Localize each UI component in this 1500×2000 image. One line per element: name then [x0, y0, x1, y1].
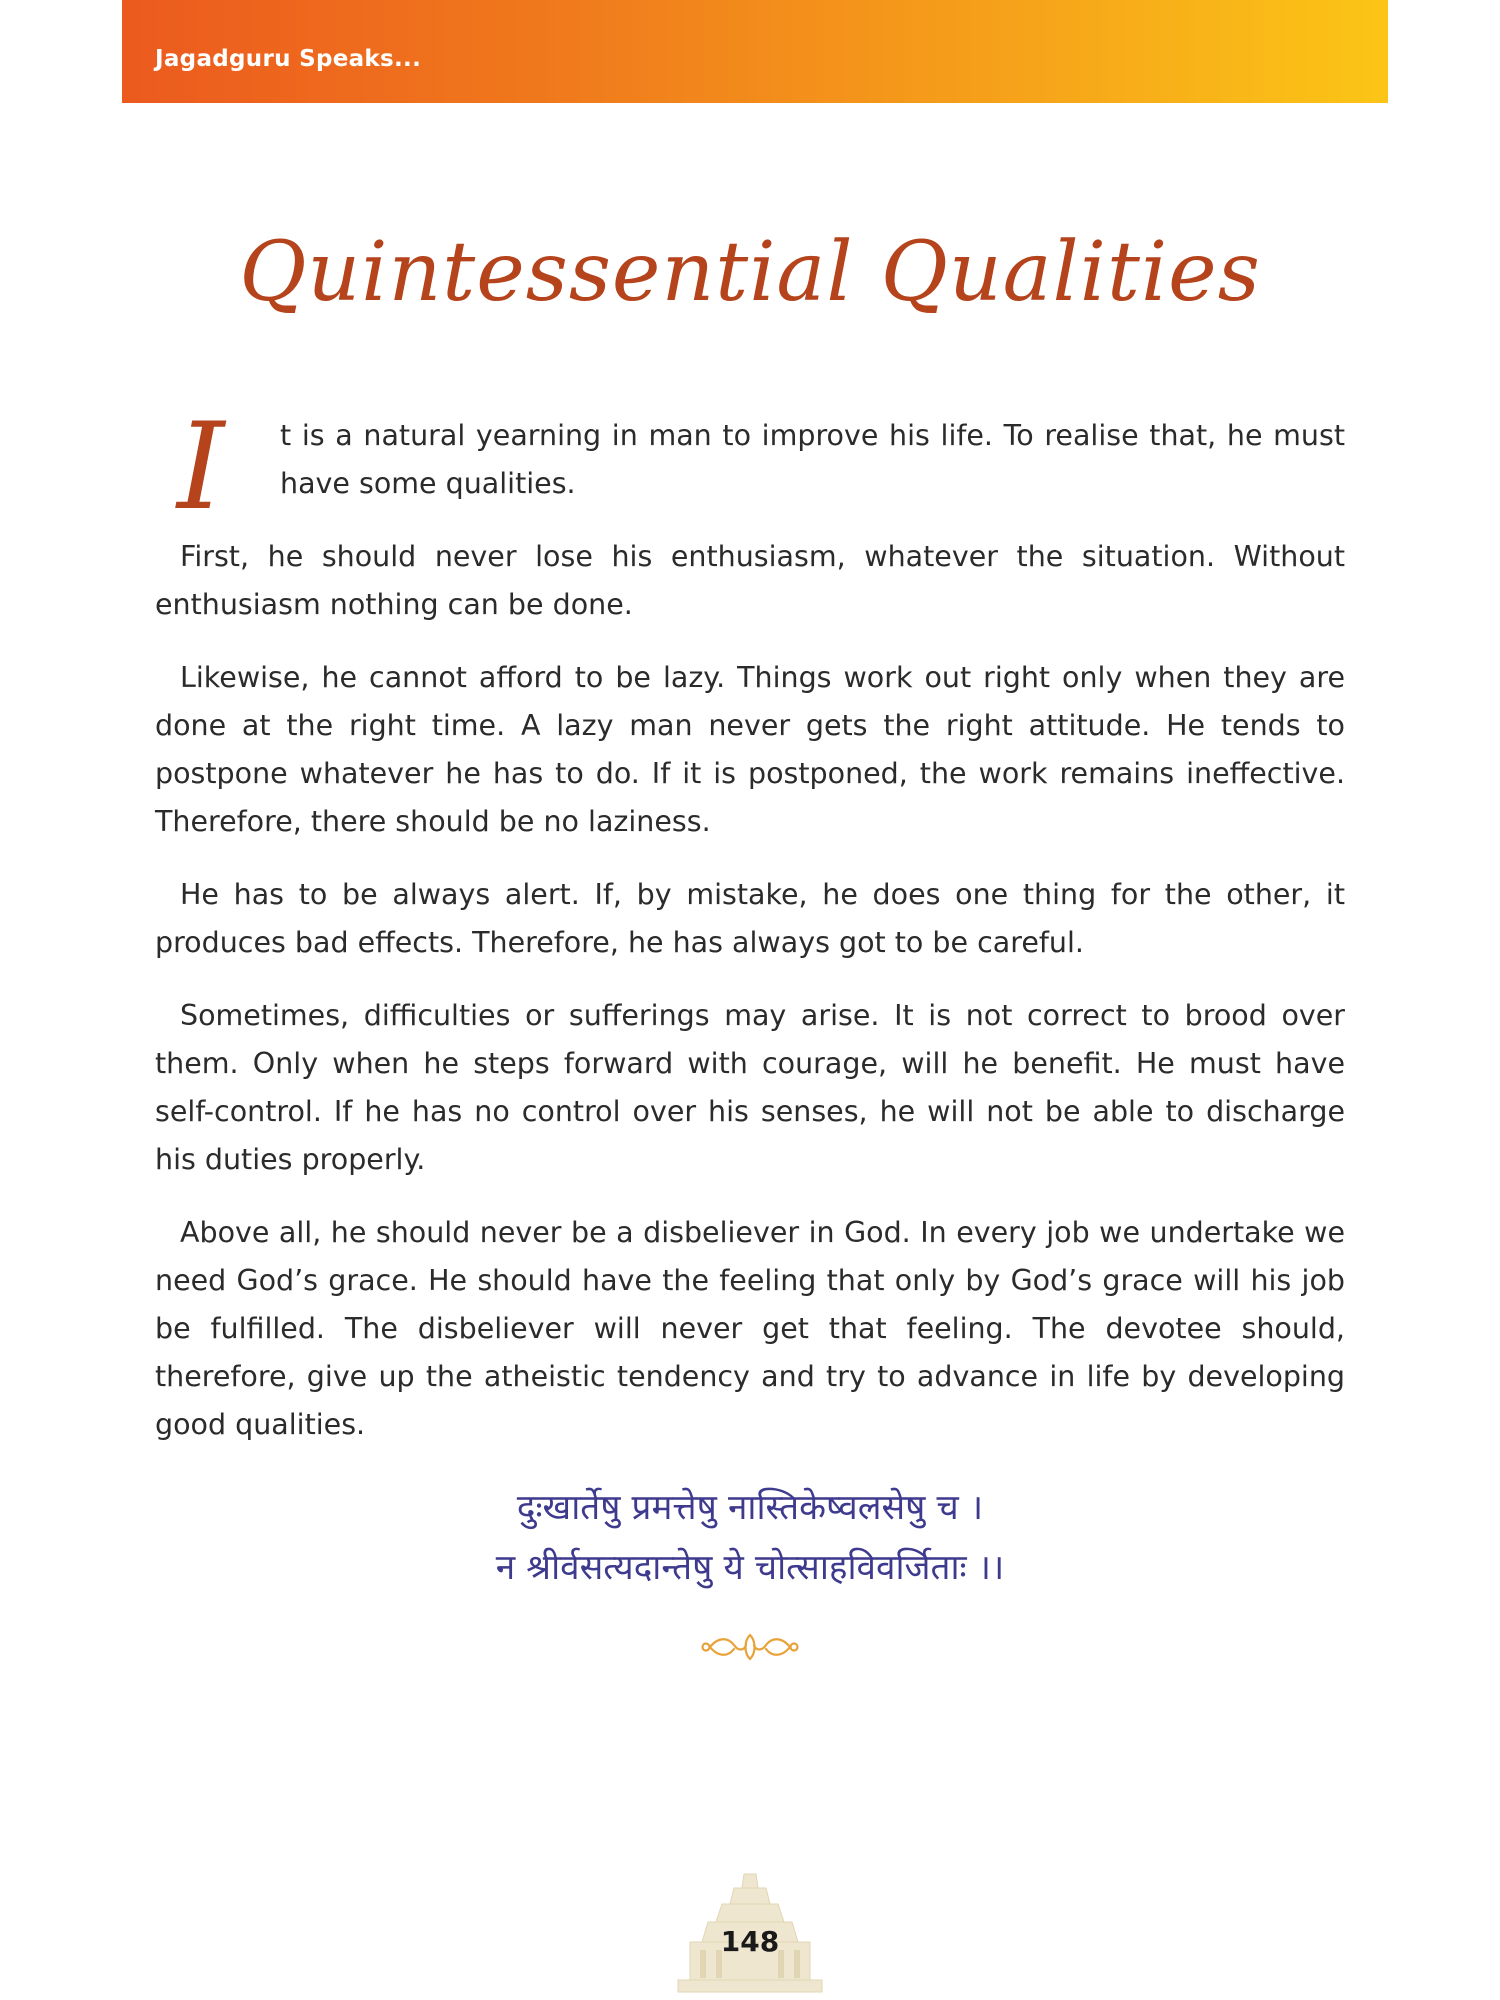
verse-line: दुःखार्तेषु प्रमत्तेषु नास्तिकेष्वलसेषु च ।: [516, 1488, 984, 1528]
page-number: 148: [720, 1925, 780, 1958]
paragraph-alertness: He has to be always alert. If, by mistake, he does one thing for the other, it produces bad effects. Therefore, he has always got to be careful.: [155, 878, 1345, 959]
paragraph-laziness: Likewise, he cannot afford to be lazy. Things work out right only when they are done at the right time. A lazy man never gets the right attitude. He tends to postpone whatever he has to do. If it is postponed, the work remains ineffective. Therefore, there should be no laziness.: [155, 661, 1345, 838]
flourish-ornament-icon: [700, 1627, 800, 1667]
running-header-title: Jagadguru Speaks...: [155, 46, 422, 72]
header-band: [122, 0, 1388, 103]
verse-line: न श्रीर्वसत्यदान्तेषु ये चोत्साहविवर्जिताः ।।: [495, 1548, 1005, 1588]
sanskrit-verse: [0, 1478, 1500, 1598]
first-paragraph: [155, 398, 1345, 537]
paragraph-enthusiasm: First, he should never lose his enthusiasm, whatever the situation. Without enthusiasm nothing can be done.: [155, 540, 1345, 621]
drop-cap: I: [177, 398, 225, 537]
page-title: Quintessential Qualities: [239, 225, 1261, 320]
paragraph-faith: Above all, he should never be a disbeliever in God. In every job we undertake we need God’s grace. He should have the feeling that only by God’s grace will his job be fulfilled. The disbeliever will never get that feeling. The devotee should, therefore, give up the atheistic tendency and try to advance in life by developing good qualities.: [155, 1216, 1345, 1441]
first-paragraph-text: t is a natural yearning in man to improve his life. To realise that, he must have some qualities.: [280, 419, 1345, 500]
paragraph-self-control: Sometimes, difficulties or sufferings may arise. It is not correct to brood over them. Only when he steps forward with courage, will he benefit. He must have self-control. If he has no control over his senses, he will not be able to discharge his duties properly.: [155, 999, 1345, 1176]
article-body: [155, 398, 1345, 1474]
